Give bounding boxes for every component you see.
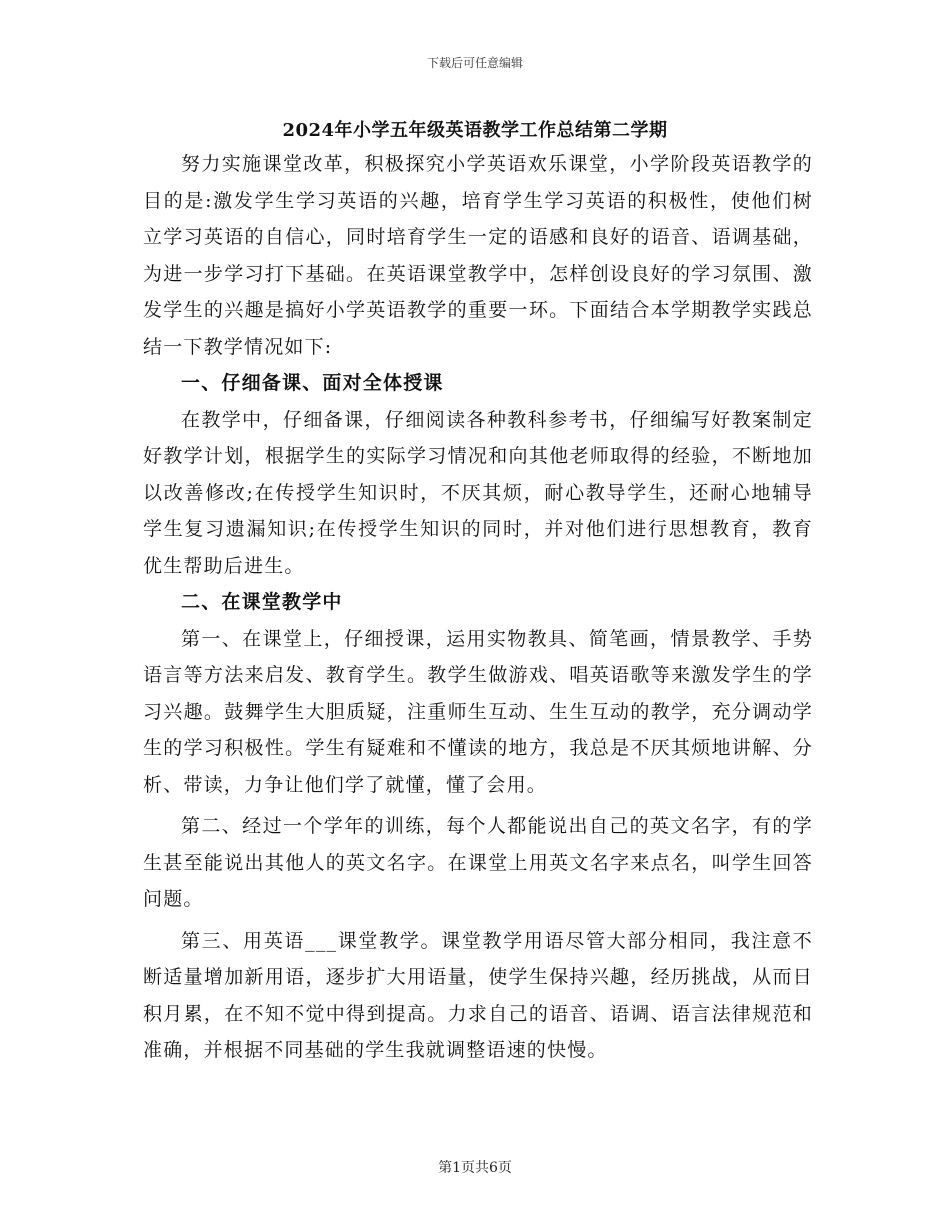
page-header: 下载后可任意编辑	[426, 56, 523, 70]
section-1-paragraph: 在教学中，仔细备课，仔细阅读各种教科参考书，仔细编写好教案制定好教学计划，根据学生的实际学习情况和向其他老师取得的经验，不断地加以改善修改;在传授学生知识时，不厌其烦，耐心教导学生，还耐心地辅导学生复习遗漏知识;在传授学生知识的同时，并对他们进行思想教育，教育优生帮助后进生。	[143, 408, 813, 577]
page-footer: 第1页共6页	[438, 1160, 512, 1176]
document-body	[143, 146, 813, 1069]
point-1-paragraph: 第一、在课堂上，仔细授课，运用实物教具、简笔画，情景教学、手势语言等方法来启发、教育学生。教学生做游戏、唱英语歌等来激发学生的学习兴趣。鼓舞学生大胆质疑，注重师生互动、生生互动的教学，充分调动学生的学习积极性。学生有疑难和不懂读的地方，我总是不厌其烦地讲解、分析、带读，力争让他们学了就懂，懂了会用。	[143, 627, 813, 796]
intro-paragraph: 努力实施课堂改革，积极探究小学英语欢乐课堂，小学阶段英语教学的目的是:激发学生学习英语的兴趣，培育学生学习英语的积极性，使他们树立学习英语的自信心，同时培育学生一定的语感和良好的语音、语调基础，为进一步学习打下基础。在英语课堂教学中，怎样创设良好的学习氛围、激发学生的兴趣是搞好小学英语教学的重要一环。下面结合本学期教学实践总结一下教学情况如下:	[143, 153, 813, 358]
point-2-paragraph: 第二、经过一个学年的训练，每个人都能说出自己的英文名字，有的学生甚至能说出其他人的英文名字。在课堂上用英文名字来点名，叫学生回答问题。	[143, 815, 813, 910]
section-heading-1: 一、仔细备课、面对全体授课	[181, 372, 444, 394]
section-heading-2: 二、在课堂教学中	[181, 591, 343, 613]
point-3-paragraph: 第三、用英语___课堂教学。课堂教学用语尽管大部分相同，我注意不断适量增加新用语，逐步扩大用语量，使学生保持兴趣，经历挑战，从而日积月累，在不知不觉中得到提高。力求自己的语音、语调、语言法律规范和准确，并根据不同基础的学生我就调整语速的快慢。	[143, 929, 813, 1061]
document-title: 2024年小学五年级英语教学工作总结第二学期	[282, 120, 668, 141]
